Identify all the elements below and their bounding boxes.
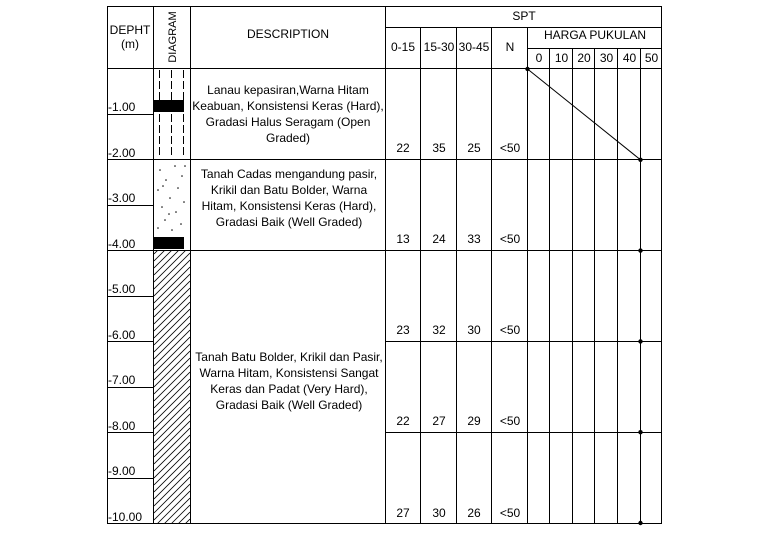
spt-value-15-30: 27 xyxy=(432,414,446,428)
depth-label: -9.00 xyxy=(108,464,136,478)
n-spt-point xyxy=(638,430,642,434)
layer-2-description: Tanah Cadas mengandung pasir, Krikil dan Batu Bolder, Warna Hitam, Konsistensi Keras (Hard), Gradasi Baik (Well Graded) xyxy=(200,167,378,229)
n-spt-line-segment xyxy=(528,69,641,160)
depth-header-label: DEPHT xyxy=(109,23,151,37)
n-spt-point xyxy=(638,521,642,525)
col-0-15-header: 0-15 xyxy=(390,40,416,54)
depth-label: -8.00 xyxy=(108,419,136,433)
diagram-header: DIAGRAM xyxy=(167,11,179,63)
spt-value-0-15: 22 xyxy=(396,141,410,155)
scale-label: 40 xyxy=(622,51,637,65)
depth-header xyxy=(107,23,153,51)
sample-block xyxy=(154,100,184,112)
spt-value-n: <50 xyxy=(499,414,521,428)
layer-1-description: Lanau kepasiran,Warna Hitam Keabuan, Konsistensi Keras (Hard), Gradasi Halus Seragam (Open Graded) xyxy=(192,83,384,145)
sample-block xyxy=(154,237,184,249)
col-n-header: N xyxy=(505,40,515,54)
depth-label: -6.00 xyxy=(108,328,136,342)
layer-3-description: Tanah Batu Bolder, Krikil dan Pasir, Warna Hitam, Konsistensi Sangat Keras dan Padat (Very Hard), Gradasi Baik (Well Graded) xyxy=(195,350,383,412)
spt-header: SPT xyxy=(512,9,536,23)
harga-pukulan-chart xyxy=(525,67,642,525)
scale-label: 10 xyxy=(554,51,569,65)
scale-label: 50 xyxy=(644,51,659,65)
spt-value-n: <50 xyxy=(499,232,521,246)
spt-value-15-30: 35 xyxy=(432,141,446,155)
depth-label: -4.00 xyxy=(108,237,136,251)
n-spt-point xyxy=(638,339,642,343)
spt-value-0-15: 22 xyxy=(396,414,410,428)
scale-label: 30 xyxy=(599,51,614,65)
spt-value-30-45: 29 xyxy=(467,414,481,428)
spt-value-n: <50 xyxy=(499,323,521,337)
spt-value-15-30: 30 xyxy=(432,506,446,520)
boulder-hatch-pattern xyxy=(154,211,190,543)
spt-value-30-45: 30 xyxy=(467,323,481,337)
spt-value-0-15: 23 xyxy=(396,323,410,337)
scale-label: 20 xyxy=(577,51,591,65)
col-30-45-header: 30-45 xyxy=(458,40,490,54)
description-header: DESCRIPTION xyxy=(246,27,329,41)
n-spt-point xyxy=(638,158,642,162)
spt-value-0-15: 13 xyxy=(396,232,410,246)
spt-value-30-45: 25 xyxy=(467,141,481,155)
depth-label: -3.00 xyxy=(108,191,136,205)
silt-pattern xyxy=(160,70,184,158)
depth-label: -10.00 xyxy=(108,510,143,524)
spt-value-15-30: 32 xyxy=(432,323,446,337)
spt-value-0-15: 27 xyxy=(396,506,410,520)
scale-label: 0 xyxy=(535,51,543,65)
spt-value-15-30: 24 xyxy=(432,232,446,246)
n-spt-point xyxy=(525,67,529,71)
spt-value-n: <50 xyxy=(499,141,521,155)
depth-label: -1.00 xyxy=(108,100,136,114)
gravel-pattern xyxy=(157,165,186,231)
n-spt-point xyxy=(638,248,642,252)
spt-value-30-45: 33 xyxy=(467,232,481,246)
harga-pukulan-header: HARGA PUKULAN xyxy=(543,28,647,42)
col-15-30-header: 15-30 xyxy=(423,40,455,54)
depth-label: -5.00 xyxy=(108,282,136,296)
depth-unit-label: (m) xyxy=(121,37,139,51)
spt-value-30-45: 26 xyxy=(467,506,481,520)
spt-value-n: <50 xyxy=(499,506,521,520)
depth-label: -7.00 xyxy=(108,373,136,387)
depth-label: -2.00 xyxy=(108,146,136,160)
